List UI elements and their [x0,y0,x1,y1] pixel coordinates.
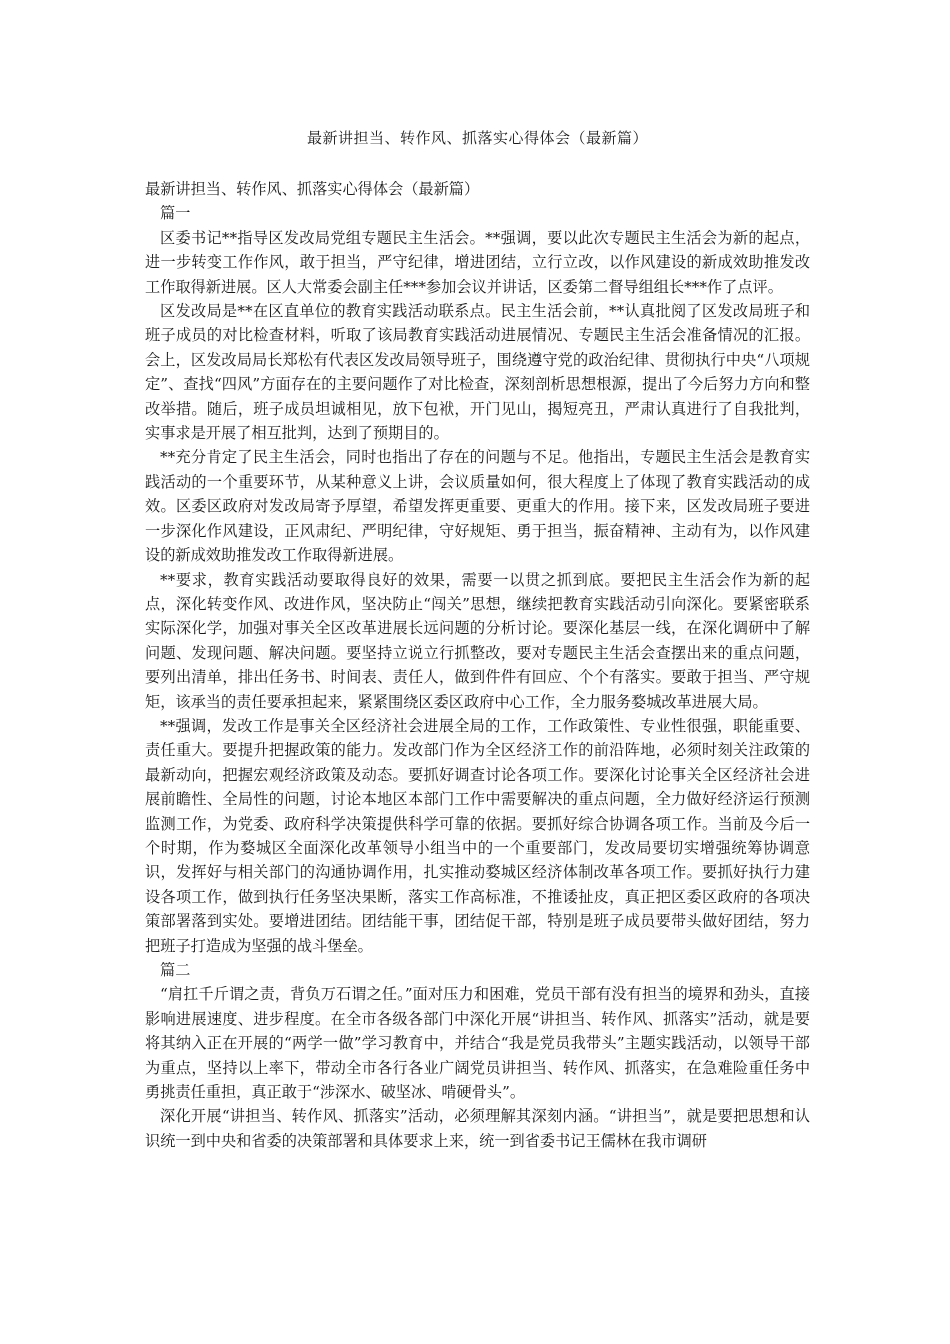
paragraph: 深化开展“讲担当、转作风、抓落实”活动，必须理解其深刻内涵。“讲担当”，就是要把思想和认识统一到中央和省委的决策部署和具体要求上来，统一到省委书记王儒林在我市调研 [145,1107,810,1150]
document-subtitle: 最新讲担当、转作风、抓落实心得体会（最新篇） [145,180,480,198]
paragraph: **要求，教育实践活动要取得良好的效果，需要一以贯之抓到底。要把民主生活会作为新的起点，深化转变作风、改进作风，坚决防止“闯关”思想，继续把教育实践活动引向深化。要紧密联系实际深化学，加强对事关全区改革进展长远问题的分析讨论。要深化基层一线，在深化调研中了解问题、发现问题、解决问题。要坚持立说立行抓整改，要对专题民主生活会查摆出来的重点问题，要列出清单，排出任务书、时间表、责任人，做到件件有回应、个个有落实。要敢于担当、严守规矩，该承当的责任要承担起来，紧紧围绕区委区政府中心工作，全力服务婺城改革进展大局。 [145,570,810,711]
paragraph: **强调，发改工作是事关全区经济社会进展全局的工作，工作政策性、专业性很强，职能重要、责任重大。要提升把握政策的能力。发改部门作为全区经济工作的前沿阵地，必须时刻关注政策的最新动向，把握宏观经济政策及动态。要抓好调查讨论各项工作。要深化讨论事关全区经济社会进展前瞻性、全局性的问题，讨论本地区本部门工作中需要解决的重点问题，全力做好经济运行预测监测工作，为党委、政府科学决策提供科学可靠的依据。要抓好综合协调各项工作。当前及今后一个时期，作为婺城区全面深化改革领导小组当中的一个重要部门，发改局要切实增强统筹协调意识，发挥好与相关部门的沟通协调作用，扎实推动婺城区经济体制改革各项工作。要抓好执行力建设各项工作，做到执行任务坚决果断，落实工作高标准，不推诿扯皮，真正把区委区政府的各项决策部署落到实处。要增进团结。团结能干事，团结促干部，特别是班子成员要带头做好团结，努力把班子打造成为坚强的战斗堡垒。 [145,716,810,955]
section-heading-2: 篇二 [160,961,191,979]
document-title: 最新讲担当、转作风、抓落实心得体会（最新篇） [306,129,648,147]
paragraph: 区委书记**指导区发改局党组专题民主生活会。**强调，要以此次专题民主生活会为新的起点，进一步转变工作作风，敢于担当，严守纪律，增进团结，立行立改，以作风建设的新成效助推发改工作取得新进展。区人大常委会副主任***参加会议并讲话，区委第二督导组组长***作了点评。 [145,228,810,296]
paragraph: **充分肯定了民主生活会，同时也指出了存在的问题与不足。他指出，专题民主生活会是教育实践活动的一个重要环节，从某种意义上讲，会议质量如何，很大程度上了体现了教育实践活动的成效。区委区政府对发改局寄予厚望，希望发挥更重要、更重大的作用。接下来，区发改局班子要进一步深化作风建设，正风肃纪、严明纪律，守好规矩、勇于担当，振奋精神、主动有为，以作风建设的新成效助推发改工作取得新进展。 [145,448,810,565]
paragraph: “肩扛千斤谓之责，背负万石谓之任。”面对压力和困难，党员干部有没有担当的境界和劲头，直接影响进展速度、进步程度。在全市各级各部门中深化开展“讲担当、转作风、抓落实”活动，就是要将其纳入正在开展的“两学一做”学习教育中，并结合“我是党员我带头”主题实践活动，以领导干部为重点，坚持以上率下，带动全市各行各业广阔党员讲担当、转作风、抓落实，在急难险重任务中勇挑责任重担，真正敢于“涉深水、破坚冰、啃硬骨头”。 [145,985,810,1102]
paragraph: 区发改局是**在区直单位的教育实践活动联系点。民主生活会前，**认真批阅了区发改局班子和班子成员的对比检查材料，听取了该局教育实践活动进展情况、专题民主生活会准备情况的汇报。会上，区发改局局长郑松有代表区发改局领导班子，围绕遵守党的政治纪律、贯彻执行中央“八项规定”、查找“四风”方面存在的主要问题作了对比检查，深刻剖析思想根源，提出了今后努力方向和整改举措。随后，班子成员坦诚相见，放下包袱，开门见山，揭短亮丑，严肃认真进行了自我批判，实事求是开展了相互批判，达到了预期目的。 [145,302,810,443]
document-body [145,177,810,1153]
section-heading-1: 篇一 [160,204,191,223]
